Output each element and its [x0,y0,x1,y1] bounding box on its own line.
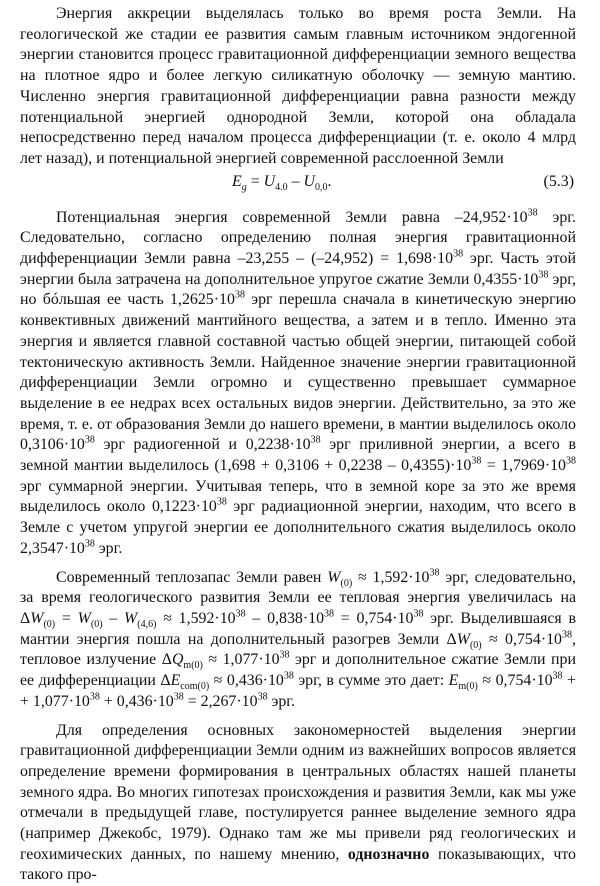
spacer [20,713,576,721]
equation-5-3 [20,170,576,196]
paragraph-1-text: Энергия аккреции выделялась только во время роста Земли. На геологической же стадии ее развития самым главным источником эндогенной энергии становится процесс гравитационной дифференциации земного вещества на плотное ядро и более легкую силикатную оболочку — земную мантию. Численно энергия гравитационной дифференциации равна разности между потенциальной энергией однородной Земли, которой она обладала непосредственно перед началом процесса дифференциации (т. е. около 4 млрд лет назад), и потенциальной энергией современной расслоенной Земли [20,5,576,167]
spacer [20,560,576,568]
paragraph-4: Для определения основных закономерностей выделения энергии гравитационной дифференциации Земли одним из важнейших вопросов является определение времени формирования в центральных областях нашей планеты земного ядра. Во многих гипотезах происхождения и развития Земли, как мы уже отмечали в предыдущей главе, постулируется раннее выделение земного ядра (например Джекобс, 1979). Однако там же мы привели ряд геологических и геохимических данных, по нашему мнению, однозначно показывающих, что такого про- [20,721,576,886]
bold-emphasis: однозначно [348,846,430,863]
paragraph-3: Современный теплозапас Земли равен $W_{(0)} \approx 1,592\cdot 10^{38}$ эрг, следовательно, за время геологического развития Земли ее тепловая энергия увеличилась на $\Delta W_{(0)} = W_{(0)} - W_{(4,6)} \approx 1,592\cdot 10^{38} - 0,838\cdot 10^{38} = 0,754\cdot 10^{38}$ эрг. Выделившаяся в мантии энергия пошла на дополнительный разогрев Земли $\Delta W_{(0)} \approx 0,754\cdot 10^{38}$, тепловое излучение $\Delta Q_{m(0)} \approx 1,077\cdot 10^{38}$ эрг и дополнительное сжатие Земли при ее дифференциации $\Delta E_{com(0)} \approx 0,436\cdot 10^{38}$ эрг, в сумме это дает: $E_{m(0)} \approx 0,754\cdot 10^{38}$ + + $1,077\cdot 10^{38} + 0,436\cdot 10^{38} = 2,267\cdot 10^{38}$ эрг. [20,568,576,713]
equation-number: (5.3) [544,172,574,193]
paragraph-1 [20,4,576,170]
document-page [20,4,576,886]
paragraph-2: Потенциальная энергия современной Земли равна $-24,952\cdot 10^{38}$ эрг. Следовательно, согласно определению полная энергия гравитационной дифференциации Земли равна $-23,255 - (-24,952) = 1,698\cdot 10^{38}$ эрг. Часть этой энергии была затрачена на дополнительное упругое сжатие Земли $0,4355\cdot 10^{38}$ эрг, но бóльшая ее часть $1,2625\cdot 10^{38}$ эрг перешла сначала в кинетическую энергию конвективных движений мантийного вещества, а затем и в тепло. Именно эта энергия и является главной составной частью общей энергии, питающей собой тектоническую активность Земли. Найденное значение энергии гравитационной дифференциации Земли огромно и существенно превышает суммарное выделение в ее недрах всех остальных видов энергии. Действительно, за это же время, т. е. от образования Земли до нашего времени, в мантии выделилось около $0,3106\cdot 10^{38}$ эрг радиогенной и $0,2238\cdot 10^{38}$ эрг приливной энергии, а всего в земной мантии выделилось $(1,698 + 0,3106 + 0,2238 - 0,4355)\cdot 10^{38} = 1,7969\cdot 10^{38}$ эрг суммарной энергии. Учитывая теперь, что в земной коре за это же время выделилось около $0,1223\cdot 10^{38}$ эрг радиационной энергии, находим, что всего в Земле с учетом упругой энергии ее дополнительного сжатия выделилось около $2,3547\cdot 10^{38}$ эрг. [20,208,576,560]
equation-expression: $E_g = U_{4.0} - U_{0,0}$. [232,172,331,193]
